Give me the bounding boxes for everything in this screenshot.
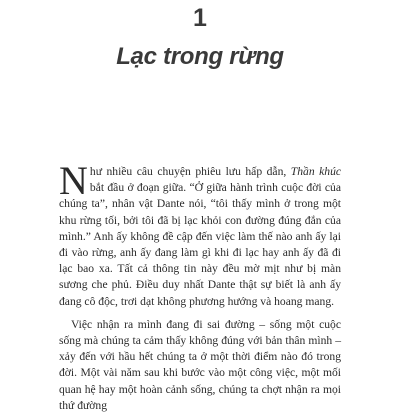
paragraph-1-rest: bắt đầu ở đoạn giữa. “Ở giữa hành trình cuộc đời của chúng ta”, nhân vật Dante nói, “tôi thấy mình ở trong một khu rừng tối, bởi tôi đã bị lạc khỏi con đường đúng đắn của mình.” Anh ấy không đề cập đến việc làm thế nào anh ấy lại đi vào rừng, anh ấy đang làm gì khi đi lạc hay anh ấy đã đi lạc bao xa. Tất cả thông tin này đều mờ mịt như bị màn sương che phủ. Điều duy nhất Dante thật sự biết là anh ấy đang cô độc, trơi dạt không phương hướng và hoang mang.	[59, 181, 341, 308]
paragraph-1	[59, 158, 342, 310]
work-title: Thần khúc	[290, 165, 342, 178]
drop-cap: N	[59, 158, 88, 203]
chapter-body	[59, 158, 342, 414]
chapter-number: 1	[193, 4, 207, 32]
chapter-title: Lạc trong rừng	[116, 43, 284, 70]
paragraph-2: Việc nhận ra mình đang đi sai đường – sống một cuộc sống mà chúng ta cảm thấy không đúng với bản thân mình – xảy đến với hầu hết chúng ta ở một thời điểm nào đó trong đời. Một vài năm sau khi bước vào một công việc, một mối quan hệ hay một hoàn cảnh sống, chúng ta chợt nhận ra mọi thứ đường	[59, 317, 341, 412]
paragraph-1-intro: hư nhiều câu chuyện phiêu lưu hấp dẫn,	[89, 165, 291, 178]
